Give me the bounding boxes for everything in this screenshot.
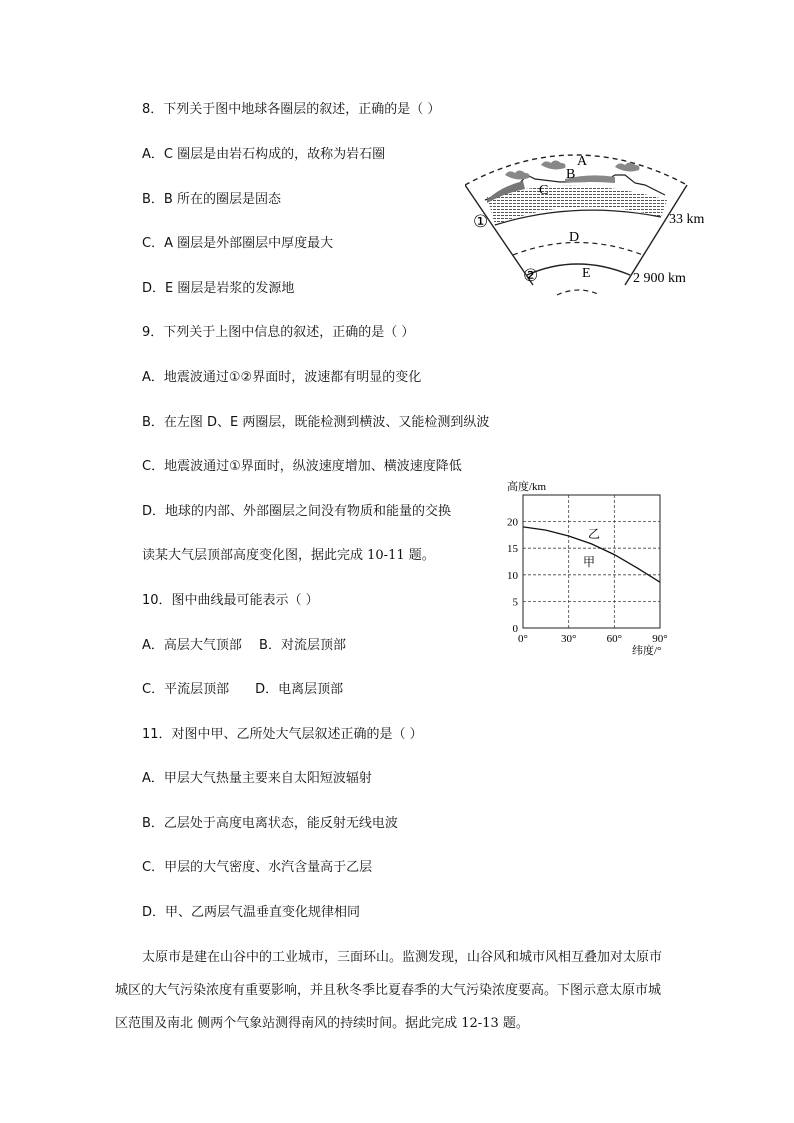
q10-stem: 10．图中曲线最可能表示（ ） — [142, 593, 319, 608]
y-tick-label: 0 — [512, 623, 518, 635]
inner-dashed-arc — [557, 290, 600, 295]
annotation-jia: 甲 — [583, 555, 596, 569]
q10-options-ab: A．高层大气顶部 B．对流层顶部 — [142, 638, 346, 653]
interface-2-label: ② — [523, 266, 539, 285]
x-tick-label: 90° — [652, 633, 668, 645]
x-tick-label: 0° — [518, 633, 528, 645]
x-tick-label: 30° — [560, 633, 577, 645]
cloud-shape — [505, 171, 530, 180]
intro-10-11: 读某大气层顶部高度变化图，据此完成 10-11 题。 — [142, 548, 435, 563]
q11-stem: 11．对图中甲、乙所处大气层叙述正确的是（ ） — [142, 727, 423, 742]
x-tick-label: 60° — [606, 633, 623, 645]
earth-layers-diagram — [465, 145, 715, 305]
q11-option-b: B．乙层处于高度电离状态，能反射无线电波 — [142, 816, 398, 831]
y-tick-label: 20 — [507, 516, 518, 529]
q11-option-d: D．甲、乙两层气温垂直变化规律相同 — [142, 905, 361, 920]
q8-option-a: A．C 圈层是由岩石构成的，故称为岩石圈 — [142, 147, 386, 162]
passage-line-3: 区范围及南北 侧两个气象站测得南风的持续时间。据此完成 12-13 题。 — [115, 1016, 529, 1031]
passage-line-1: 太原市是建在山谷中的工业城市，三面环山。监测发现，山谷风和城市风相互叠加对太原市 — [142, 950, 663, 965]
atmosphere-height-chart — [490, 476, 690, 658]
depth-2900km-label: 2 900 km — [633, 271, 686, 286]
q8-option-c: C．A 圈层是外部圈层中厚度最大 — [142, 236, 334, 251]
q11-option-a: A．甲层大气热量主要来自太阳短波辐射 — [142, 771, 372, 786]
core-boundary — [527, 264, 630, 275]
passage-line-2: 城区的大气污染浓度有重要影响，并且秋冬季比夏春季的大气污染浓度要高。下图示意太原市城 — [115, 983, 662, 998]
y-tick-label: 15 — [507, 543, 518, 556]
y-tick-label: 10 — [507, 569, 518, 582]
q11-option-c: C．甲层的大气密度、水汽含量高于乙层 — [142, 860, 373, 875]
interface-1-label: ① — [473, 212, 489, 231]
q9-option-c: C．地震波通过①界面时，纵波速度增加、横波速度降低 — [142, 459, 462, 474]
y-tick-label: 5 — [512, 596, 518, 609]
cloud-shape — [541, 161, 566, 170]
label-e: E — [582, 266, 591, 281]
q8-stem: 8．下列关于图中地球各圈层的叙述，正确的是（ ） — [142, 102, 441, 117]
q9-option-a: A．地震波通过①②界面时，波速都有明显的变化 — [142, 370, 422, 385]
q9-option-d: D．地球的内部、外部圈层之间没有物质和能量的交换 — [142, 504, 452, 519]
cloud-shape — [615, 163, 640, 172]
label-c: C — [539, 183, 549, 198]
annotation-yi: 乙 — [588, 527, 601, 541]
q9-option-b: B．在左图 D、E 两圈层，既能检测到横波、又能检测到纵波 — [142, 415, 490, 430]
label-a: A — [577, 154, 588, 169]
y-axis-label: 高度/km — [507, 481, 547, 493]
x-axis-label: 纬度/° — [632, 645, 662, 657]
q8-option-d: D．E 圈层是岩浆的发源地 — [142, 281, 295, 296]
q9-stem: 9．下列关于上图中信息的叙述，正确的是（ ） — [142, 325, 415, 340]
q8-option-b: B．B 所在的圈层是固态 — [142, 192, 281, 207]
depth-33km-label: 33 km — [669, 212, 705, 227]
q10-options-cd: C．平流层顶部 D．电离层顶部 — [142, 682, 344, 697]
label-b: B — [566, 167, 576, 182]
label-d: D — [569, 230, 580, 245]
